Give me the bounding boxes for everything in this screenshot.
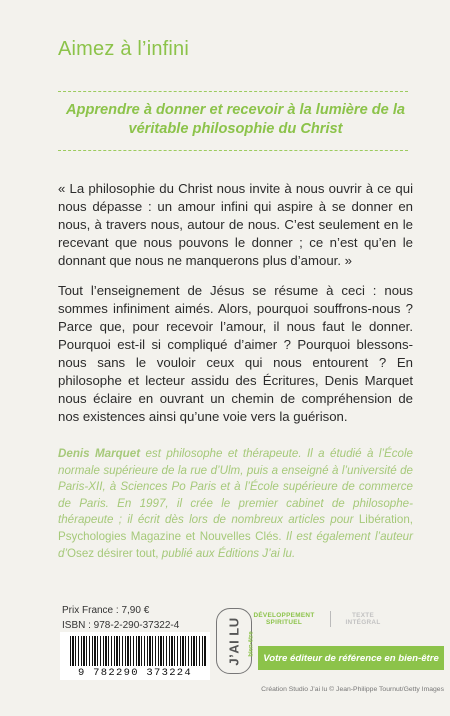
quote-paragraph: « La philosophie du Christ nous invite à nous ouvrir à ce qui nous dépasse : un amour infini qui aspire à se donner en nous, à travers nous, autour de nous. C’est seulement en le recevant que nous pouvons le donner ; ce n’est qu’en le donnant que nous ne manquerons plus d’amour. »: [58, 181, 413, 268]
barcode-icon: [70, 636, 206, 666]
collection-separator: [330, 611, 331, 627]
collection-spiritual: DÉVELOPPEMENT SPIRITUEL: [253, 611, 315, 626]
isbn-label: ISBN : 978-2-290-37322-4: [62, 620, 180, 631]
collection-integral: TEXTE INTÉGRAL: [345, 611, 381, 626]
price-label: Prix France : 7,90 €: [62, 605, 150, 616]
bio-text-2: Il est également l’auteur d’: [58, 529, 413, 560]
author-name: Denis Marquet: [58, 447, 141, 460]
bio-publications: Libération, Psychologies Magazine et Nouvelles Clés.: [58, 513, 413, 543]
bio-book-title: Osez désirer tout,: [67, 546, 159, 560]
book-subtitle: Apprendre à donner et recevoir à la lumière de la véritable philosophie du Christ: [65, 102, 406, 137]
publisher-banner: [258, 646, 444, 670]
publisher-logo-text: J’AI LU: [226, 616, 242, 666]
image-credits: Création Studio J’ai lu © Jean-Philippe Tournut/Getty Images: [261, 686, 444, 693]
collection-labels: [232, 607, 394, 631]
subtitle-divider: [58, 150, 408, 151]
bio-text-3: publié aux Éditions J’ai lu.: [158, 546, 296, 560]
title-divider: [58, 91, 408, 92]
summary-paragraph: Tout l’enseignement de Jésus se résume à ceci : nous sommes infiniment aimés. Alors, pourquoi souffrons-nous ? Parce que, pour recevoir l’amour, il nous faut le donner. Pourquoi est-il si compliqué d’aimer ? Pourquoi blessons-nous sans le vouloir ceux qui nous entourent ? En philosophe et lecteur assidu des Écritures, Denis Marquet nous éclaire en ouvrant un chemin de compréhension de nos existences ainsi qu’une voie vers la guérison.: [58, 283, 413, 424]
banner-text: Votre éditeur de référence en bien-être: [263, 652, 439, 664]
author-bio: [58, 446, 413, 562]
bio-text-1: est philosophe et thérapeute. Il a étudié à l’École normale supérieure de la rue d’Ulm, puis a enseigné à l’université de Paris-XII, à Sciences Po Paris et à l’École supérieure de commerce de Paris. En 1997, il crée le premier cabinet de philosophe-thérapeute ; il écrit dès lors de nombreux articles pour: [58, 447, 413, 527]
barcode-digits: 9 782290 373224: [77, 667, 192, 679]
publisher-sub-text: bien-être: [249, 631, 255, 657]
book-title: Aimez à l’infini: [58, 38, 190, 60]
